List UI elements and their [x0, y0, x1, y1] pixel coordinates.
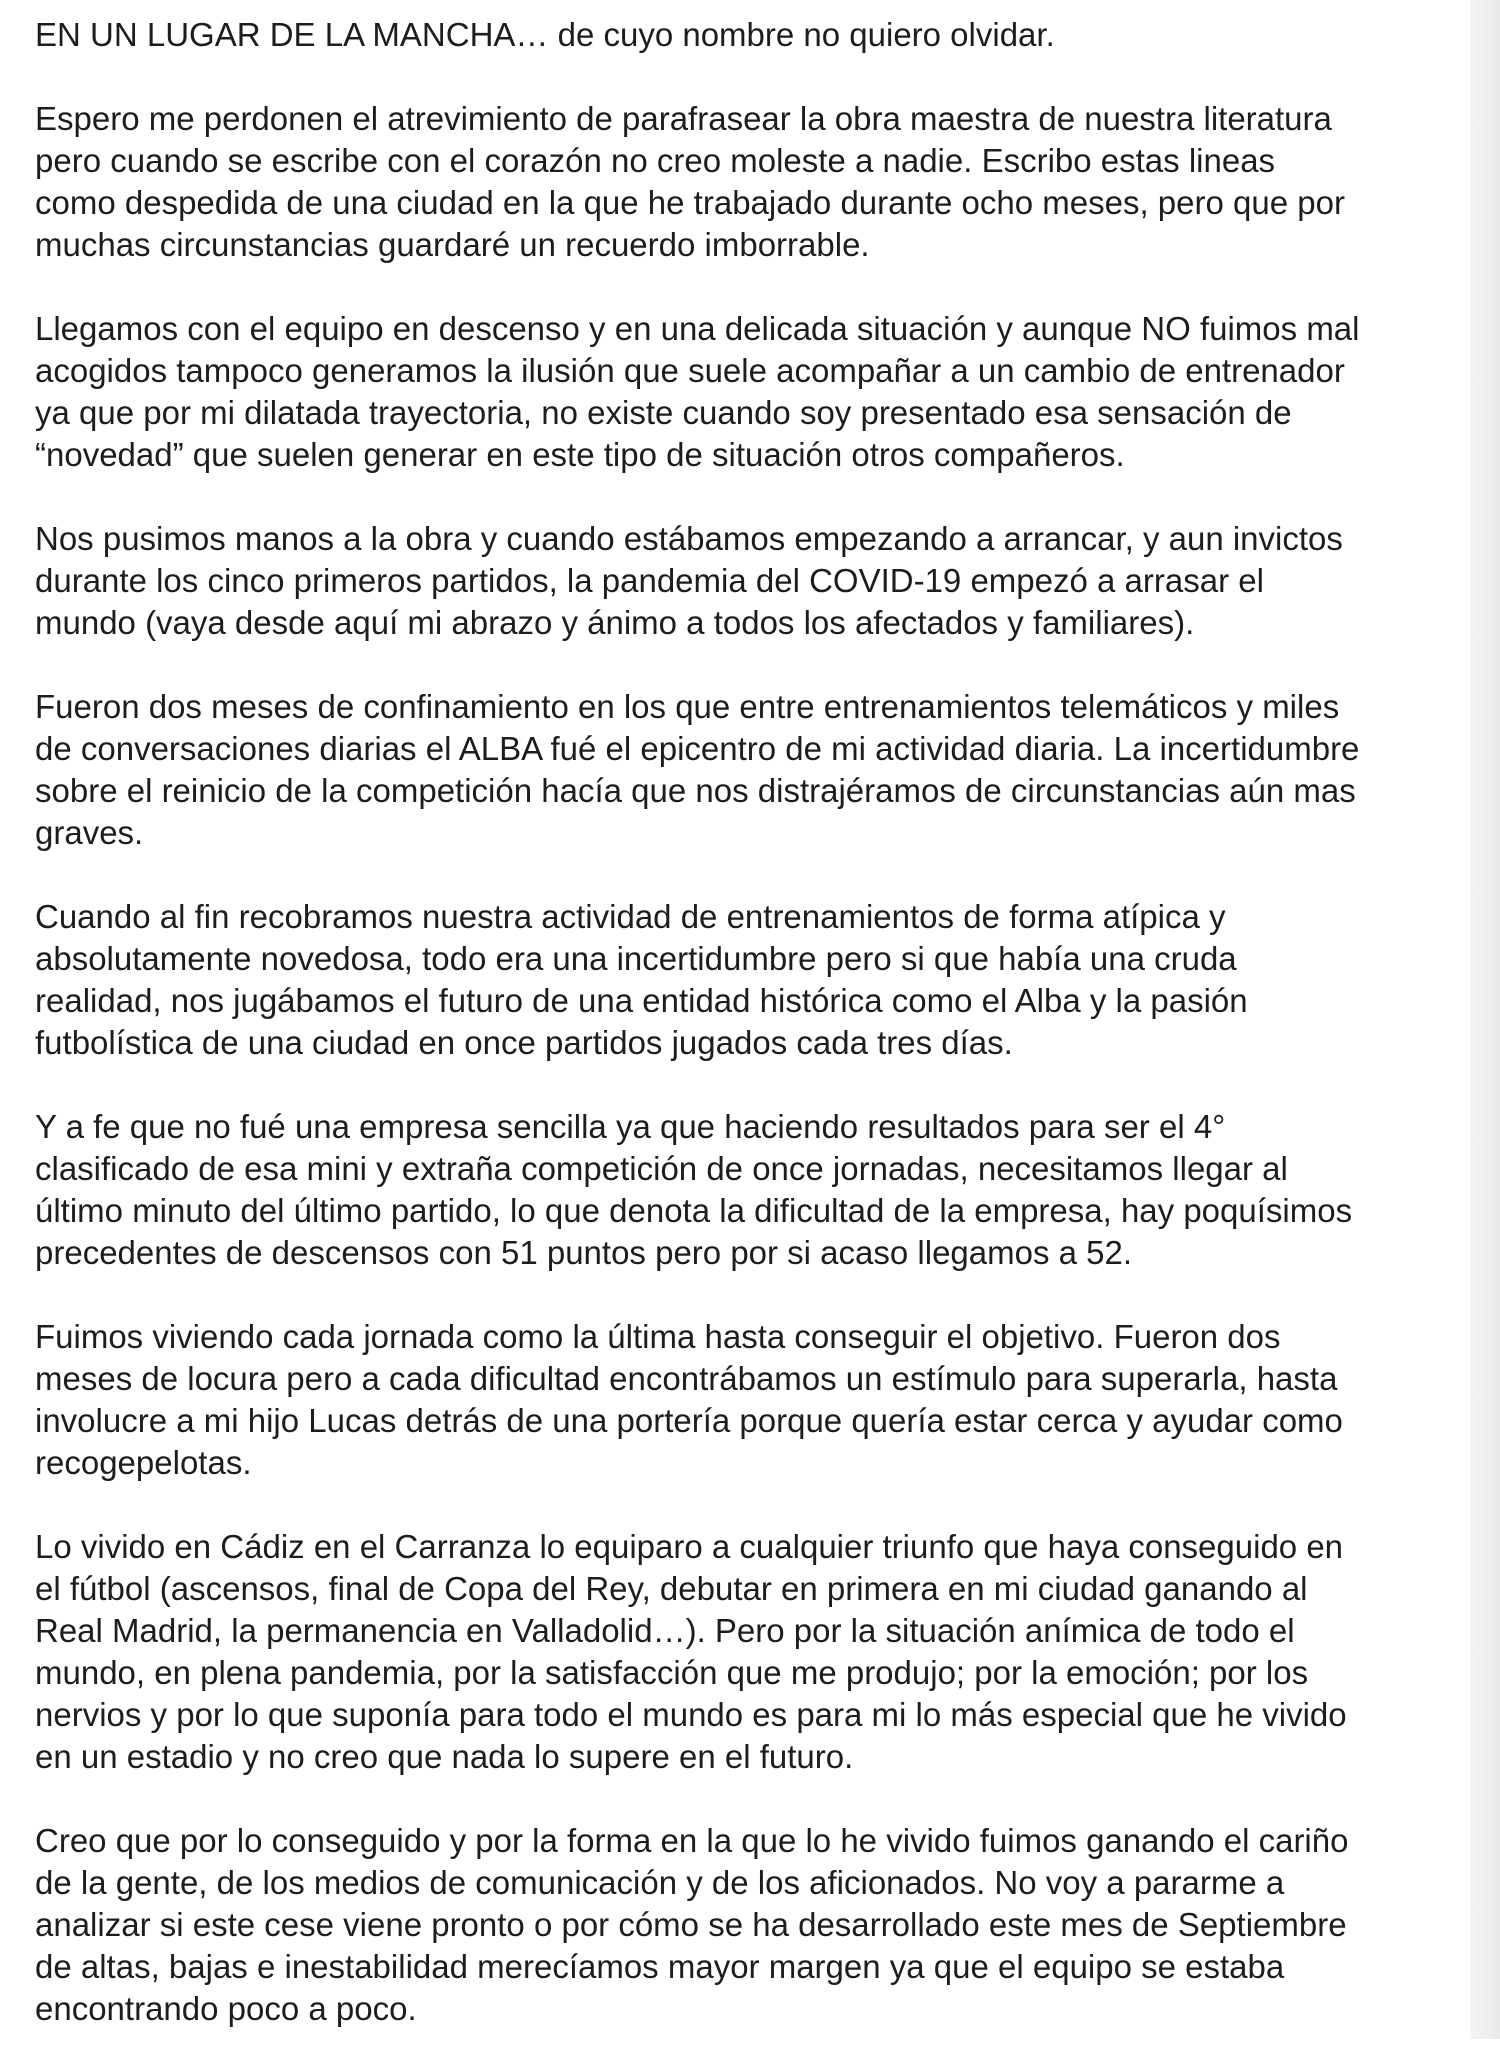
paragraph-restart: Cuando al fin recobramos nuestra actividad de entrenamientos de forma atípica y absolutamente novedosa, todo era una incertidumbre pero si que había una cruda realidad, nos jugábamos el futuro de una entidad histórica como el Alba y la pasión futbolística de una ciudad en once partidos jugados cada tres días.: [35, 898, 1248, 1061]
paragraph-cadiz: Lo vivido en Cádiz en el Carranza lo equiparo a cualquier triunfo que haya conseguido en el fútbol (ascensos, final de Copa del Rey, debutar en primera en mi ciudad ganando al Real Madrid, la permanencia en Valladolid…). Pero por la situación anímica de todo el mundo, en plena pandemia, por la satisfacción que me produjo; por la emoción; por los nervios y por lo que suponía para todo el mundo es para mi lo más especial que he vivido en un estadio y no creo que nada lo supere en el futuro.: [35, 1528, 1347, 1775]
paragraph-affection: Creo que por lo conseguido y por la forma en la que lo he vivido fuimos ganando el cariño de la gente, de los medios de comunicación y de los aficionados. No voy a pararme a analizar si este cese viene pronto o por cómo se ha desarrollado este mes de Septiembre de altas, bajas e inestabilidad merecíamos mayor margen ya que el equipo se estaba encontrando poco a poco.: [35, 1822, 1349, 2027]
page-edge-shadow: [1470, 0, 1500, 2039]
paragraph-apology: Espero me perdonen el atrevimiento de parafrasear la obra maestra de nuestra literatura pero cuando se escribe con el corazón no creo moleste a nadie. Escribo estas lineas como despedida de una ciudad en la que he trabajado durante ocho meses, pero que por muchas circunstancias guardaré un recuerdo imborrable.: [35, 100, 1345, 263]
paragraph-arrival: Llegamos con el equipo en descenso y en una delicada situación y aunque NO fuimos mal acogidos tampoco generamos la ilusión que suele acompañar a un cambio de entrenador ya que por mi dilatada trayectoria, no existe cuando soy presentado esa sensación de “novedad” que suelen generar en este tipo de situación otros compañeros.: [35, 310, 1360, 473]
letter-opening: EN UN LUGAR DE LA MANCHA… de cuyo nombre no quiero olvidar.: [35, 16, 1055, 53]
paragraph-confinement: Fueron dos meses de confinamiento en los que entre entrenamientos telemáticos y miles de conversaciones diarias el ALBA fué el epicentro de mi actividad diaria. La incertidumbre sobre el reinicio de la competición hacía que nos distrajéramos de circunstancias aún mas graves.: [35, 688, 1360, 851]
paragraph-pandemic: Nos pusimos manos a la obra y cuando estábamos empezando a arrancar, y aun invictos durante los cinco primeros partidos, la pandemia del COVID-19 empezó a arrasar el mundo (vaya desde aquí mi abrazo y ánimo a todos los afectados y familiares).: [35, 520, 1343, 641]
farewell-letter: [35, 14, 1465, 2072]
paragraph-matchdays: Fuimos viviendo cada jornada como la última hasta conseguir el objetivo. Fueron dos meses de locura pero a cada dificultad encontrábamos un estímulo para superarla, hasta involucre a mi hijo Lucas detrás de una portería porque quería estar cerca y ayudar como recogepelotas.: [35, 1318, 1343, 1481]
paragraph-difficulty: Y a fe que no fué una empresa sencilla ya que haciendo resultados para ser el 4° clasificado de esa mini y extraña competición de once jornadas, necesitamos llegar al último minuto del último partido, lo que denota la dificultad de la empresa, hay poquísimos precedentes de descensos con 51 puntos pero por si acaso llegamos a 52.: [35, 1108, 1353, 1271]
